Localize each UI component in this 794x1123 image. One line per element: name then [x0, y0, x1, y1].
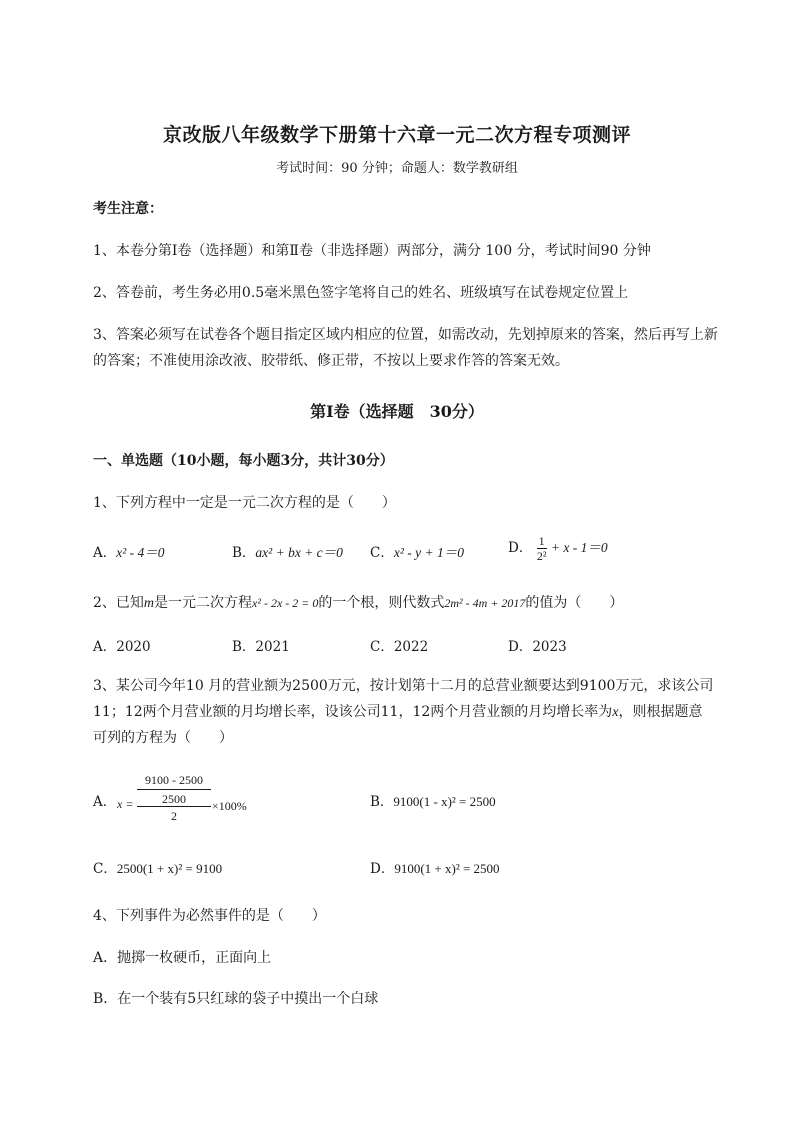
q3-option-a-fraction-bar: [137, 789, 211, 790]
q3-option-a-lhs: x =: [117, 797, 134, 811]
q2-stem-part-a: 2、已知: [93, 595, 144, 611]
q3-option-d-label: D．: [370, 861, 395, 877]
q3-option-a-label[interactable]: A．: [93, 794, 117, 810]
q3-option-a-tail: ×100%: [212, 799, 247, 813]
q1-option-d-label: D．: [508, 540, 533, 556]
q3-stem-line-3: 可列的方程为（ ）: [93, 730, 233, 746]
q1-stem: 1、下列方程中一定是一元二次方程的是（ ）: [93, 495, 396, 511]
q3-stem-line-2b: ，则根据题意: [618, 704, 703, 720]
q2-stem: [93, 590, 623, 617]
q1-option-d-fraction: [537, 534, 547, 563]
q1-option-c[interactable]: [370, 541, 464, 561]
q3-option-d-text: 9100(1 + x)² = 2500: [394, 861, 500, 876]
q1-option-b-text: ax² + bx + c＝0: [255, 545, 343, 560]
q3-option-b[interactable]: [370, 790, 496, 810]
q3-option-c-text: 2500(1 + x)² = 9100: [116, 861, 223, 876]
notice-item-3: 3、答案必须写在试卷各个题目指定区域内相应的位置，如需改动，先划掉原来的答案，然后再写上新: [93, 327, 718, 343]
q3-option-b-text: 9100(1 - x)² = 2500: [393, 794, 496, 809]
q3-stem-x: x: [612, 705, 619, 720]
notice-item-2: 2、答卷前，考生务必用0.5毫米黑色签字笔将自己的姓名、班级填写在试卷规定位置上: [93, 285, 629, 301]
q3-stem-line-2a: 11；12两个月营业额的月均增长率，设该公司11，12两个月营业额的月均增长率为: [93, 704, 613, 720]
q1-option-a[interactable]: [93, 541, 165, 561]
q3-option-b-label: B．: [370, 794, 394, 810]
q2-option-d[interactable]: D．2023: [508, 639, 567, 655]
q2-option-a[interactable]: A．2020: [93, 639, 151, 655]
q1-option-d-text: + x - 1＝0: [550, 540, 608, 555]
q2-stem-m: m: [143, 596, 155, 611]
page-subtitle: 考试时间：90 分钟；命题人：数学教研组: [276, 161, 518, 176]
q3-stem-line-2: [93, 699, 702, 726]
q3-option-d[interactable]: [370, 857, 500, 877]
q2-stem-part-d: 的值为（ ）: [525, 595, 624, 611]
q3-option-a-bottom: 2: [171, 809, 177, 823]
q1-option-d[interactable]: [508, 534, 608, 563]
q2-option-b[interactable]: B．2021: [232, 639, 290, 655]
notice-item-1: 1、本卷分第Ⅰ卷（选择题）和第Ⅱ卷（非选择题）两部分，满分 100 分，考试时间90 分钟: [93, 243, 651, 259]
q4-stem: 4、下列事件为必然事件的是（ ）: [93, 908, 326, 924]
q1-option-b[interactable]: [232, 541, 343, 561]
q2-option-c[interactable]: C．2022: [370, 639, 429, 655]
q4-option-b[interactable]: B．在一个装有5只红球的袋子中摸出一个白球: [93, 991, 379, 1007]
q1-option-a-text: x² - 4＝0: [116, 545, 165, 560]
q1-option-d-numerator: 1: [538, 534, 545, 548]
q3-option-a-mid: 2500: [162, 792, 186, 806]
q3-option-c[interactable]: [93, 857, 222, 877]
q3-option-a-top: 9100 - 2500: [145, 773, 203, 787]
q3-option-c-label: C．: [93, 861, 117, 877]
q2-stem-equation: x² - 2x - 2 = 0: [252, 596, 319, 610]
section-title: 第Ⅰ卷（选择题 30分）: [310, 402, 484, 421]
page-title: 京改版八年级数学下册第十六章一元二次方程专项测评: [162, 124, 631, 146]
q3-stem-line-1: 3、某公司今年10 月的营业额为2500万元，按计划第十二月的总营业额要达到9100万元，求该公司: [93, 678, 714, 694]
q2-stem-part-b: 是一元二次方程: [154, 595, 253, 611]
q1-option-c-text: x² - y + 1＝0: [393, 545, 464, 560]
q1-option-d-denominator: 2²: [536, 549, 547, 563]
notice-heading: 考生注意：: [93, 201, 163, 217]
q2-stem-part-c: 的一个根，则代数式: [318, 595, 445, 611]
q2-stem-expression: 2m² - 4m + 2017: [444, 596, 526, 610]
q1-option-a-label: A．: [93, 545, 117, 561]
q4-option-a[interactable]: A．抛掷一枚硬币，正面向上: [93, 950, 272, 966]
part-heading: 一、单选题（10小题，每小题3分，共计30分）: [93, 453, 394, 469]
q1-option-b-label: B．: [232, 545, 256, 561]
q1-option-c-label: C．: [370, 545, 394, 561]
q3-option-a-main-bar: [137, 806, 211, 807]
notice-item-3-cont: 的答案；不准使用涂改液、胶带纸、修正带，不按以上要求作答的答案无效。: [93, 353, 569, 369]
